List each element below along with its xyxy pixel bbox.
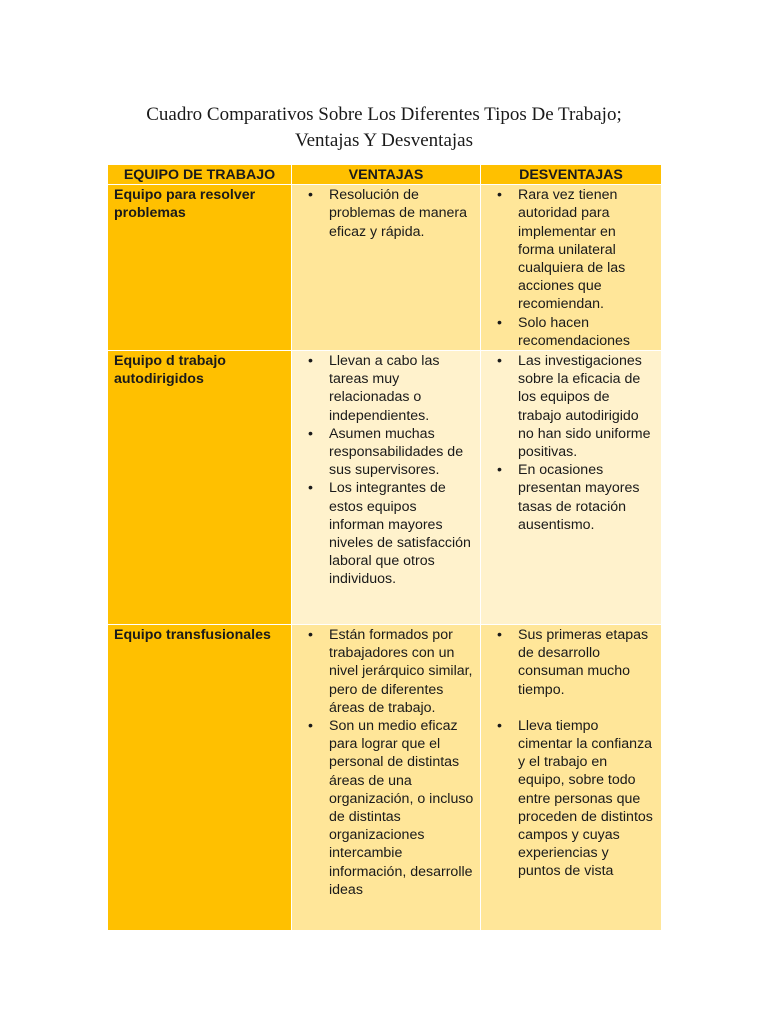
desventajas-cell [481, 625, 662, 931]
bullet-icon: • [497, 187, 502, 204]
document-title [0, 102, 768, 154]
table-header-row [108, 165, 662, 185]
list-item: • Están formados por trabajadores con un nivel jerárquico similar, pero de diferentes áreas de trabajo. [308, 627, 473, 716]
bullet-icon: • [308, 425, 313, 442]
bullet-icon: • [497, 717, 502, 734]
table-row [108, 351, 662, 625]
list-item: • Sus primeras etapas de desarrollo consuman mucho tiempo. [497, 627, 649, 698]
bullet-icon: • [308, 480, 313, 497]
list-item: • Rara vez tienen autoridad para implementar en forma unilateral cualquiera de las acciones que recomiendan. [497, 187, 626, 313]
bullet-icon: • [308, 353, 313, 370]
team-name-cell: Equipo para resolver problemas [108, 185, 292, 351]
list-item: • Lleva tiempo cimentar la confianza y el trabajo en equipo, sobre todo entre personas que proceden de distintos campos y cuyas experiencias y puntos de vista [497, 717, 653, 880]
ventajas-cell [292, 625, 481, 931]
bullet-icon: • [308, 627, 313, 644]
bullet-icon: • [308, 718, 313, 735]
ventajas-cell [292, 185, 481, 351]
list-item: • Llevan a cabo las tareas muy relacionadas o independientes. [308, 353, 440, 424]
table-row [108, 185, 662, 351]
list-item: • En ocasiones presentan mayores tasas de rotación ausentismo. [497, 462, 640, 533]
bullet-icon: • [497, 314, 502, 331]
table-row [108, 625, 662, 931]
desventajas-cell [481, 185, 662, 351]
bullet-icon: • [497, 627, 502, 644]
bullet-icon: • [497, 462, 502, 479]
document-title-line-1: Cuadro Comparativos Sobre Los Diferentes Tipos De Trabajo; [146, 104, 622, 125]
list-item: • Las investigaciones sobre la eficacia de los equipos de trabajo autodirigido no han sido uniforme positivas. [497, 353, 651, 461]
header-equipo-de-trabajo: EQUIPO DE TRABAJO [108, 165, 292, 185]
bullet-icon: • [308, 187, 313, 204]
list-item: • Los integrantes de estos equipos informan mayores niveles de satisfacción laboral que otros individuos. [308, 480, 471, 588]
team-name-cell: Equipo d trabajo autodirigidos [108, 351, 292, 625]
desventajas-cell [481, 351, 662, 625]
header-desventajas: DESVENTAJAS [481, 165, 662, 185]
document-title-line-2: Ventajas Y Desventajas [295, 130, 473, 151]
comparison-table [107, 164, 662, 931]
list-item: • Son un medio eficaz para lograr que el personal de distintas áreas de una organización, o incluso de distintas organizaciones intercambie información, desarrolle ideas [308, 718, 474, 898]
ventajas-cell [292, 351, 481, 625]
list-item: • Solo hacen recomendaciones [497, 314, 630, 349]
team-name-cell: Equipo transfusionales [108, 625, 292, 931]
header-ventajas: VENTAJAS [292, 165, 481, 185]
list-item: • Asumen muchas responsabilidades de sus supervisores. [308, 425, 464, 479]
bullet-icon: • [497, 353, 502, 370]
list-item: • Resolución de problemas de manera eficaz y rápida. [308, 187, 468, 240]
